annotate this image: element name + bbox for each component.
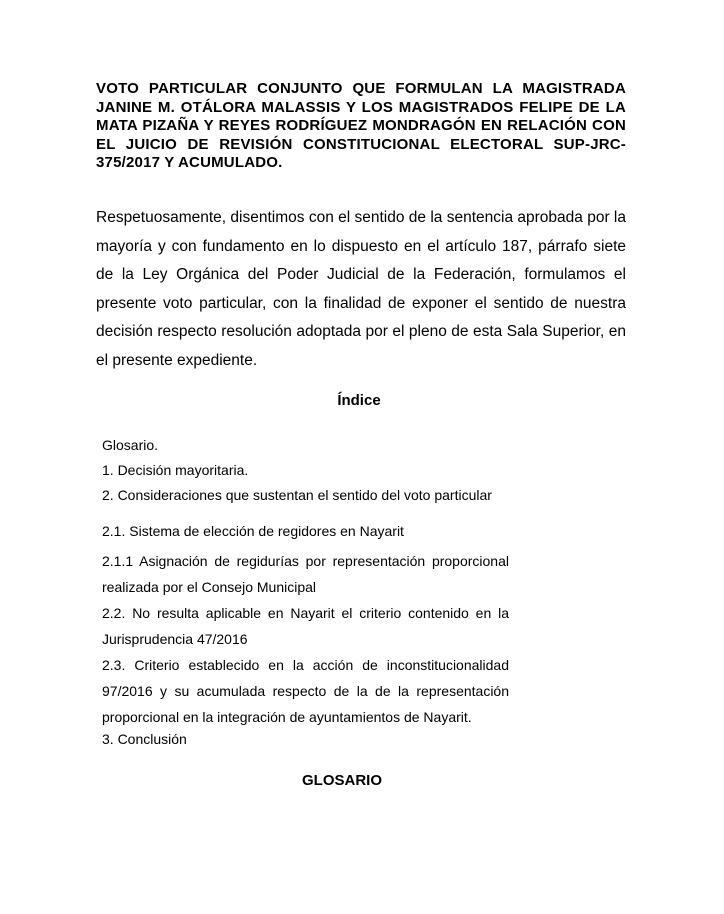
index-title (0, 391, 724, 411)
toc-item-glosario: Glosario. (102, 437, 159, 453)
toc-item-1: 1. Decisión mayoritaria. (102, 462, 249, 478)
intro-paragraph: Respetuosamente, disentimos con el sentido de la sentencia aprobada por la mayoría y con fundamento en lo dispuesto en el artículo 187, párrafo siete de la Ley Orgánica del Poder Judicial de la Federación, formulamos el presente voto particular, con la finalidad de exponer el sentido de nuestra decisión respecto resolución adoptada por el pleno de esta Sala Superior, en el presente expediente. (96, 209, 626, 369)
toc-item-2: 2. Consideraciones que sustentan el sentido del voto particular (102, 487, 492, 503)
toc-item-3: 3. Conclusión (102, 731, 187, 747)
toc-item-2-1: 2.1. Sistema de elección de regidores en Nayarit (102, 523, 404, 539)
toc-item-2-3: 2.3. Criterio establecido en la acción de inconstitucionalidad 97/2016 y su acumulada respecto de la de la representación proporcional en la integración de ayuntamientos de Nayarit. (102, 657, 509, 725)
toc-item-2-1-1: 2.1.1 Asignación de regidurías por representación proporcional realizada por el Consejo Municipal (102, 553, 509, 595)
glossary-title (0, 771, 724, 791)
index-title-text: Índice (337, 392, 381, 409)
document-heading: VOTO PARTICULAR CONJUNTO QUE FORMULAN LA MAGISTRADA JANINE M. OTÁLORA MALASSIS Y LOS MAGISTRADOS FELIPE DE LA MATA PIZAÑA Y REYES RODRÍGUEZ MONDRAGÓN EN RELACIÓN CON EL JUICIO DE REVISIÓN CONSTITUCIONAL ELECTORAL SUP-JRC-375/2017 Y ACUMULADO. (96, 80, 626, 171)
toc-item-2-2: 2.2. No resulta aplicable en Nayarit el criterio contenido en la Jurisprudencia 47/2016 (102, 605, 509, 647)
glossary-title-text: GLOSARIO (301, 772, 382, 789)
